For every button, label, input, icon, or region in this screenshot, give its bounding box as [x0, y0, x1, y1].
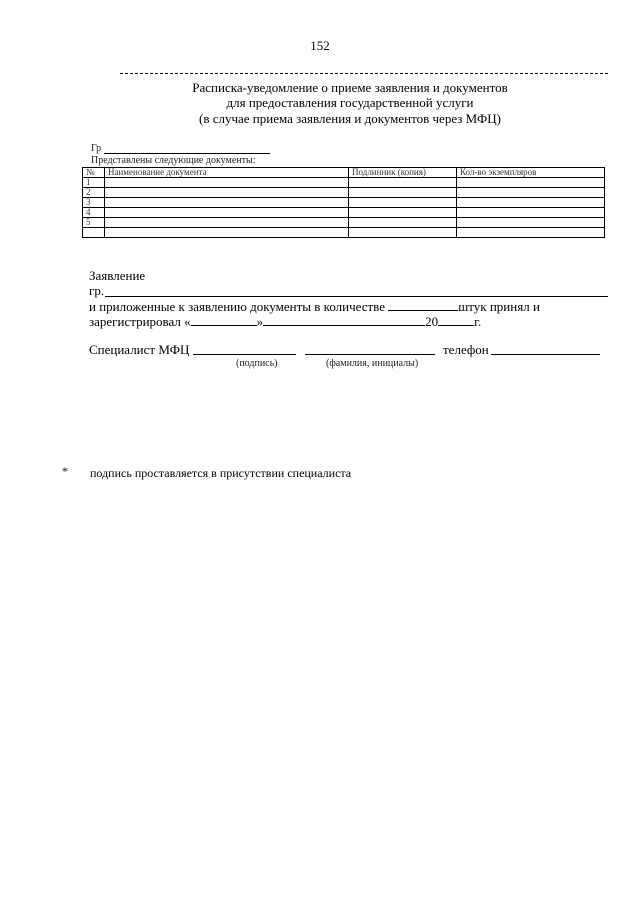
document-title-line-1: Расписка-уведомление о приеме заявления и документов — [192, 80, 508, 95]
documents-count-line — [89, 298, 540, 314]
table-cell — [457, 208, 605, 218]
row-number: 5 — [83, 218, 105, 228]
table-row — [83, 228, 605, 238]
registration-year-suffix: г. — [474, 314, 482, 329]
registration-month-blank — [263, 313, 425, 326]
footnote-mark: * — [62, 464, 68, 478]
table-cell — [105, 188, 349, 198]
registration-year-blank — [438, 313, 474, 326]
recipient-fill-line — [104, 153, 270, 154]
table-cell — [457, 188, 605, 198]
row-number — [83, 228, 105, 238]
specialist-label: Специалист МФЦ — [89, 342, 190, 357]
row-number: 1 — [83, 178, 105, 188]
table-header-row — [83, 168, 605, 178]
table-cell — [349, 228, 457, 238]
row-number: 4 — [83, 208, 105, 218]
phone-label: телефон — [443, 342, 489, 357]
documents-count-text-start: и приложенные к заявлению документы в количестве — [89, 299, 386, 314]
name-fill-line — [305, 354, 435, 355]
table-row — [83, 188, 605, 198]
table-cell — [105, 228, 349, 238]
signature-caption: (подпись) — [236, 358, 278, 369]
table-cell — [349, 208, 457, 218]
citizen-fill-line — [105, 296, 608, 297]
row-number: 2 — [83, 188, 105, 198]
table-row — [83, 208, 605, 218]
table-cell — [349, 198, 457, 208]
document-title-line-2: для предоставления государственной услуги — [226, 95, 474, 110]
documents-table — [82, 167, 605, 238]
table-cell — [457, 198, 605, 208]
table-cell — [457, 218, 605, 228]
row-number: 3 — [83, 198, 105, 208]
registration-date-line — [89, 313, 481, 329]
header-document-name: Наименование документа — [105, 168, 349, 178]
table-cell — [105, 208, 349, 218]
documents-count-blank — [388, 298, 458, 311]
table-cell — [349, 188, 457, 198]
table-cell — [457, 228, 605, 238]
registration-text-start: зарегистрировал « — [89, 314, 191, 329]
statement-label: Заявление — [89, 268, 146, 283]
registration-day-blank — [191, 313, 257, 326]
header-copies-count: Кол-во экземпляров — [457, 168, 605, 178]
name-caption: (фамилия, инициалы) — [326, 358, 419, 369]
citizen-prefix: гр. — [89, 283, 105, 298]
table-row — [83, 178, 605, 188]
table-cell — [349, 178, 457, 188]
table-cell — [105, 218, 349, 228]
dashed-separator — [120, 73, 608, 74]
phone-fill-line — [491, 354, 600, 355]
registration-year-prefix: 20 — [425, 314, 439, 329]
header-number: № — [83, 168, 105, 178]
page-number: 152 — [310, 38, 330, 53]
table-cell — [105, 198, 349, 208]
document-title-line-3: (в случае приема заявления и документов через МФЦ) — [198, 111, 502, 126]
table-row — [83, 218, 605, 228]
footnote-text: подпись проставляется в присутствии специалиста — [90, 466, 352, 480]
table-cell — [105, 178, 349, 188]
registration-quote-close: » — [256, 314, 264, 329]
table-cell — [457, 178, 605, 188]
table-row — [83, 198, 605, 208]
documents-count-text-end: штук принял и — [458, 299, 540, 314]
recipient-label: Гр — [91, 143, 102, 154]
signature-fill-line — [193, 354, 296, 355]
table-cell — [349, 218, 457, 228]
documents-caption: Представлены следующие документы: — [91, 155, 256, 166]
header-original-copy: Подлинник (копия) — [349, 168, 457, 178]
